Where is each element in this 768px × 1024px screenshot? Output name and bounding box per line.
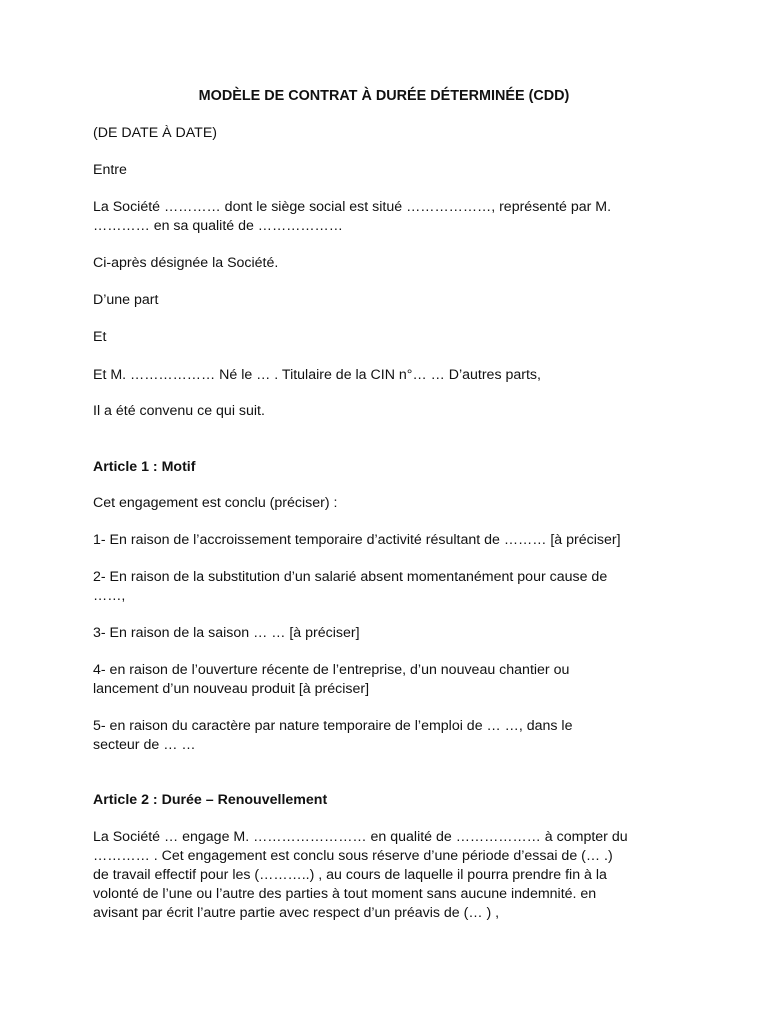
ci-apres-designee: Ci-après désignée la Société. [93,255,279,271]
article-1-item-2 [93,568,607,606]
article-2-heading: Article 2 : Durée – Renouvellement [93,792,328,808]
article-1-intro: Cet engagement est conclu (préciser) : [93,495,338,511]
article-2-paragraph [93,828,628,923]
article-1-item-4 [93,661,569,699]
article-2-line-5: avisant par écrit l’autre partie avec respect d’un préavis de (… ) , [93,905,500,921]
article-1-item-5-line-1: 5- en raison du caractère par nature temporaire de l’emploi de … …, dans le [93,718,573,734]
document-subtitle: (DE DATE À DATE) [93,125,218,141]
article-1-item-2-line-1: 2- En raison de la substitution d’un salarié absent momentanément pour cause de [93,569,608,585]
article-1-item-3: 3- En raison de la saison … … [à préciser] [93,625,360,641]
societe-line-1: La Société ………… dont le siège social est situé ………………, représenté par M. [93,199,612,215]
document-title: MODÈLE DE CONTRAT À DURÉE DÉTERMINÉE (CDD) [198,88,570,104]
article-1-item-5 [93,717,572,755]
article-2-line-4: volonté de l’une ou l’autre des parties à tout moment sans aucune indemnité. en [93,886,597,902]
societe-line-2: ………… en sa qualité de ……………… [93,218,343,234]
et-m-paragraph: Et M. ……………… Né le … . Titulaire de la CIN n°… … D’autres parts, [93,367,541,383]
article-1-heading: Article 1 : Motif [93,459,196,475]
parties-entre: Entre [93,162,127,178]
article-1-item-4-line-1: 4- en raison de l’ouverture récente de l’entreprise, d’un nouveau chantier ou [93,662,570,678]
article-1-item-4-line-2: lancement d’un nouveau produit [à préciser] [93,681,370,697]
article-1-item-1: 1- En raison de l’accroissement temporaire d’activité résultant de ……… [à préciser] [93,532,621,548]
article-2-line-2: ………… . Cet engagement est conclu sous réserve d’une période d’essai de (… .) [93,848,613,864]
convenu-paragraph: Il a été convenu ce qui suit. [93,403,265,419]
societe-paragraph [93,198,611,236]
article-2-line-1: La Société … engage M. …………………… en qualité de ……………… à compter du [93,829,628,845]
une-part: D’une part [93,292,159,308]
article-2-line-3: de travail effectif pour les (………..) , au cours de laquelle il pourra prendre fin à la [93,867,607,883]
article-1-item-5-line-2: secteur de … … [93,737,196,753]
article-1-item-2-line-2: ……, [93,588,126,604]
et: Et [93,329,107,345]
